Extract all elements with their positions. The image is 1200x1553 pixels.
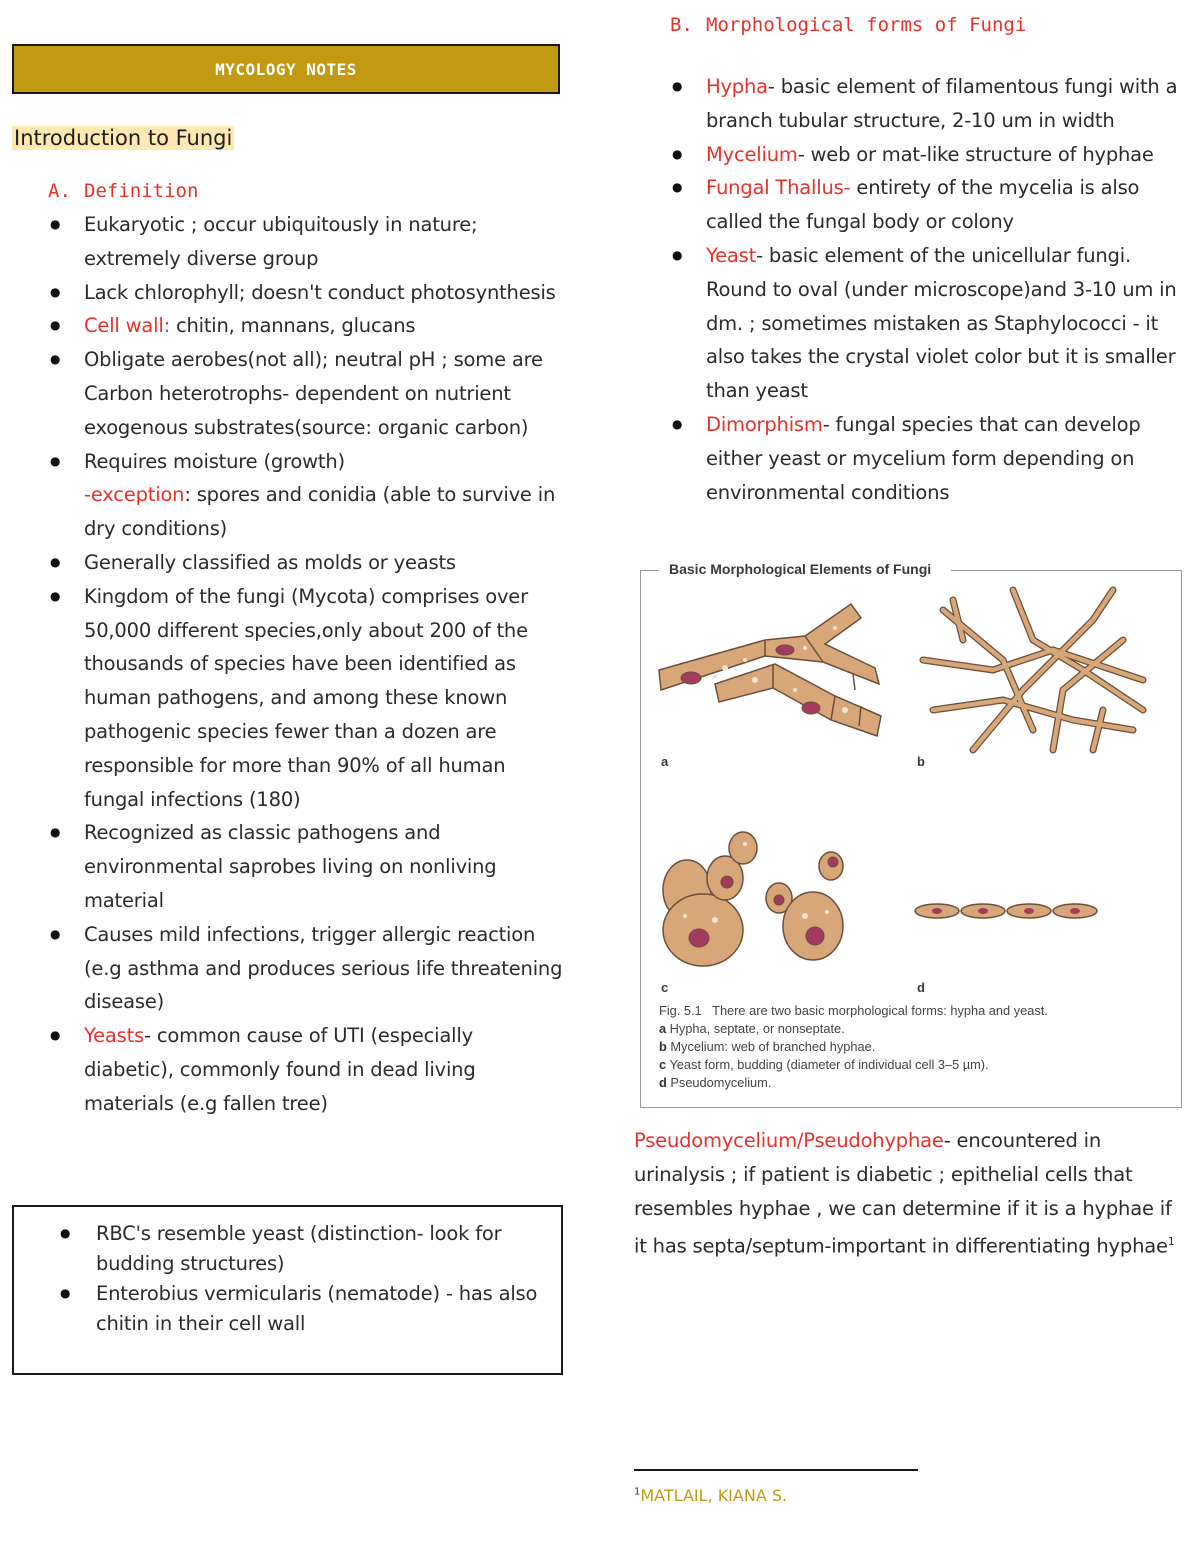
yeast-illustration — [655, 820, 885, 970]
morphology-heading — [670, 14, 1184, 36]
notes-title-bar — [12, 44, 560, 94]
list-item: ● Requires moisture (growth) -exception: spores and conidia (able to survive in dry conditions) — [12, 445, 564, 546]
notes-title: MYCOLOGY NOTES — [215, 59, 357, 79]
list-item: ● Recognized as classic pathogens and environmental saprobes living on nonliving material — [12, 816, 564, 917]
term-exception: -exception — [84, 483, 185, 507]
list-item: ● Kingdom of the fungi (Mycota) comprises over 50,000 different species,only about 200 of the thousands of species have been identified as human pathogens, and among these known pathogenic species fewer than a dozen are responsible for more than 90% of all human fungal infections (180) — [12, 580, 564, 817]
definition-heading — [48, 180, 564, 202]
list-item: ● Yeasts- common cause of UTI (especially diabetic), commonly found in dead living materials (e.g fallen tree) — [12, 1019, 564, 1120]
term-hypha: Hypha — [706, 75, 768, 98]
footnote: $^1$MATLAIL, KIANA S. — [634, 1486, 788, 1505]
figure-caption: Fig. 5.1 There are two basic morphological forms: hypha and yeast. a Hypha, septate, or nonseptate. b Mycelium: web of branched hyphae. c Yeast form, budding (diameter of individual cell 3–5 µm). d Pseudomycelium. — [659, 1003, 1048, 1090]
list-item: ● RBC's resemble yeast (distinction- look for budding structures) — [14, 1219, 541, 1279]
mycelium-illustration — [913, 580, 1153, 760]
definition-heading-text: Definition — [84, 180, 199, 202]
left-column — [12, 44, 564, 1121]
term-mycelium: Mycelium — [706, 142, 798, 166]
pseudomycelium-paragraph: Pseudomycelium/Pseudohyphae- encountered in urinalysis ; if patient is diabetic ; epithelial cells that resembles hyphae , we can determine if it is a hyphae if it has septa/septum-important in differentiating hyphae$^1$ — [634, 1129, 1175, 1258]
figure-title: Basic Morphological Elements of Fungi — [665, 561, 935, 577]
figure-label-a: a — [661, 754, 669, 769]
footnote-ref[interactable]: 1 — [1167, 1235, 1175, 1249]
hypha-illustration — [655, 598, 885, 748]
list-item: ● Yeast- basic element of the unicellular fungi. Round to oval (under microscope)and 3-10 um in dm. ; sometimes mistaken as Staphylococci - it also takes the crystal violet color but it is smaller than yeast — [634, 239, 1184, 408]
term-yeasts: Yeasts — [84, 1024, 145, 1048]
definition-list — [12, 208, 564, 1121]
list-item: ● Enterobius vermicularis (nematode) - has also chitin in their cell wall — [14, 1279, 541, 1339]
term-dimorphism: Dimorphism — [706, 412, 823, 436]
list-item: ● Hypha- basic element of filamentous fungi with a branch tubular structure, 2-10 um in width — [634, 70, 1184, 138]
pseudomycelium-illustration — [913, 900, 1103, 922]
note-list — [14, 1219, 541, 1339]
list-item: ● Obligate aerobes(not all); neutral pH ; some are Carbon heterotrophs- dependent on nutrient exogenous substrates(source: organic carbon) — [12, 343, 564, 444]
list-item: ● Cell wall: chitin, mannans, glucans — [12, 309, 564, 343]
footnote-author: MATLAIL, KIANA S. — [640, 1486, 788, 1505]
term-fungal-thallus: Fungal Thallus- — [706, 176, 851, 200]
list-item: ● Dimorphism- fungal species that can develop either yeast or mycelium form depending on environmental conditions — [634, 408, 1184, 509]
list-item: ● Lack chlorophyll; doesn't conduct photosynthesis — [12, 276, 564, 310]
figure-label-b: b — [917, 754, 925, 769]
morphology-letter: B. — [670, 14, 693, 36]
term-pseudomycelium: Pseudomycelium/Pseudohyphae — [634, 1129, 944, 1152]
list-item: ● Mycelium- web or mat-like structure of hyphae — [634, 138, 1184, 172]
figure-label-d: d — [917, 980, 925, 995]
section-title: Introduction to Fungi — [14, 126, 233, 150]
morphology-heading-text: Morphological forms of Fungi — [706, 14, 1027, 36]
definition-letter: A. — [48, 180, 71, 202]
term-yeast: Yeast — [706, 243, 757, 267]
figure-label-c: c — [661, 980, 669, 995]
list-item: ● Causes mild infections, trigger allergic reaction (e.g asthma and produces serious life threatening disease) — [12, 918, 564, 1019]
note-box — [12, 1205, 563, 1375]
right-column — [634, 14, 1184, 509]
list-item: ● Generally classified as molds or yeasts — [12, 546, 564, 580]
morphology-list — [634, 70, 1184, 509]
footnote-divider — [634, 1469, 918, 1471]
term-cell-wall: Cell wall: — [84, 314, 170, 338]
list-item: ● Fungal Thallus- entirety of the mycelia is also called the fungal body or colony — [634, 171, 1184, 239]
morphology-figure — [640, 561, 1182, 1108]
list-item: ● Eukaryotic ; occur ubiquitously in nature; extremely diverse group — [12, 208, 564, 276]
